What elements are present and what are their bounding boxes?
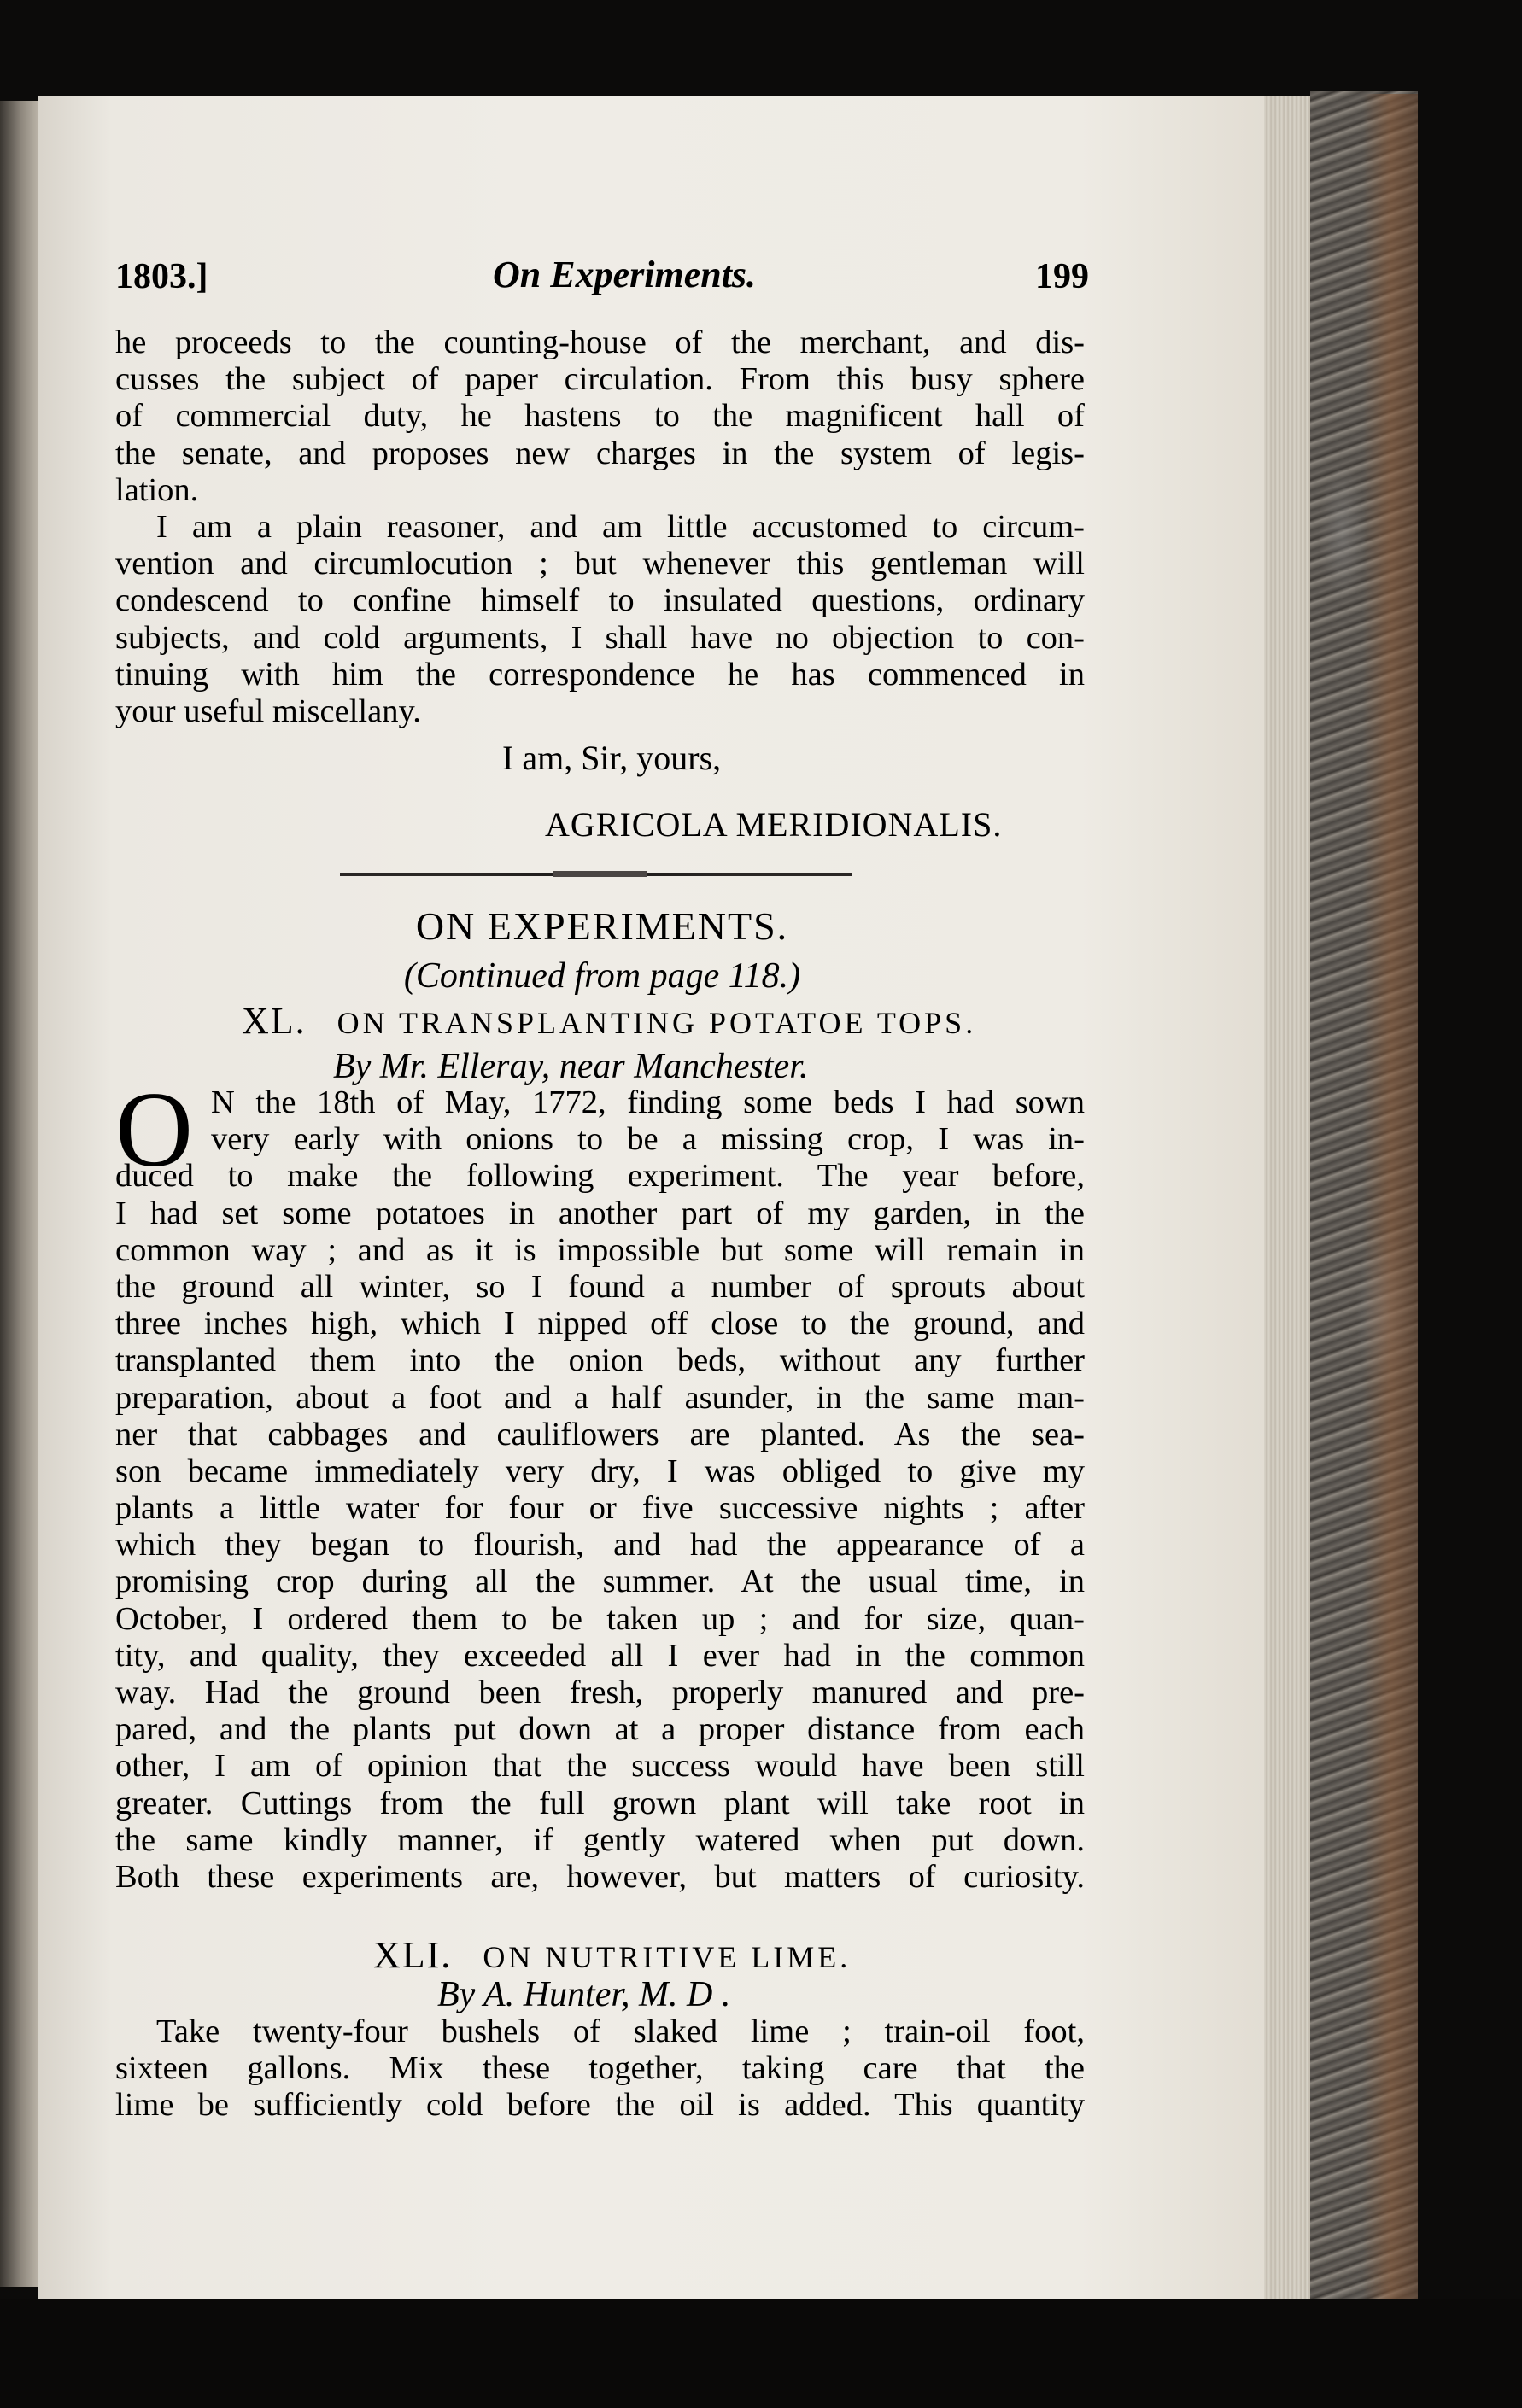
article-byline: By Mr. Elleray, near Manchester.: [333, 1047, 809, 1086]
letter-body: [115, 324, 1085, 730]
signature: AGRICOLA MERIDIONALIS.: [545, 805, 1003, 844]
leather-binding-edge: [1363, 94, 1418, 2309]
drop-cap: O: [115, 1071, 193, 1189]
text-line: lation.: [115, 471, 199, 508]
text-line: the senate, and proposes new charges in the system of legis-: [115, 435, 1085, 471]
text-line: your useful miscellany.: [115, 693, 421, 729]
text-line: the ground all winter, so I found a number of sprouts about: [115, 1268, 1085, 1305]
article-title: ON TRANSPLANTING POTATOE TOPS.: [337, 1006, 977, 1040]
text-line: other, I am of opinion that the success would have been still: [115, 1748, 1085, 1785]
text-line: preparation, about a foot and a half asunder, in the same man-: [115, 1379, 1085, 1416]
page-block-edge: [1264, 96, 1310, 2302]
section-title: ON EXPERIMENTS.: [415, 904, 789, 948]
text-line: I had set some potatoes in another part of my garden, in the: [115, 1195, 1085, 1231]
header-year: 1803.]: [115, 257, 208, 296]
text-line: plants a little water for four or five successive nights ; after: [115, 1490, 1085, 1527]
header-title: On Experiments.: [493, 254, 757, 295]
article-heading: [242, 999, 976, 1043]
article-heading: [373, 1933, 851, 1977]
article-body: [115, 1071, 1085, 1896]
text-line: October, I ordered them to be taken up ; and for size, quan-: [115, 1600, 1085, 1637]
article-number: XL.: [242, 1000, 307, 1042]
text-line: the same kindly manner, if gently watered when put down.: [115, 1821, 1085, 1858]
text-line: Take twenty-four bushels of slaked lime ; train-oil foot,: [156, 2013, 1085, 2049]
text-line: of commercial duty, he hastens to the magnificent hall of: [115, 398, 1085, 435]
text-line: way. Had the ground been fresh, properly manured and pre-: [115, 1674, 1085, 1710]
text-line: I am a plain reasoner, and am little accustomed to circum-: [156, 508, 1085, 545]
valediction: I am, Sir, yours,: [502, 739, 722, 777]
page-number: 199: [1035, 257, 1089, 296]
text-line: Both these experiments are, however, but matters of curiosity.: [115, 1858, 1085, 1895]
text-line: condescend to confine himself to insulated questions, ordinary: [115, 582, 1085, 619]
text-line: greater. Cuttings from the full grown plant will take root in: [115, 1785, 1085, 1821]
text-line: which they began to flourish, and had the appearance of a: [115, 1527, 1085, 1563]
text-line: sixteen gallons. Mix these together, taking care that the: [115, 2050, 1085, 2087]
text-line: subjects, and cold arguments, I shall have no objection to con-: [115, 619, 1085, 656]
article-body: [115, 2013, 1085, 2125]
text-line: son became immediately very dry, I was obliged to give my: [115, 1452, 1085, 1489]
text-line: very early with onions to be a missing crop, I was in-: [211, 1121, 1085, 1158]
text-line: N the 18th of May, 1772, finding some beds I had sown: [211, 1084, 1085, 1120]
text-line: cusses the subject of paper circulation. From this busy sphere: [115, 361, 1085, 398]
text-line: tity, and quality, they exceeded all I ever had in the common: [115, 1637, 1085, 1674]
article-number: XLI.: [373, 1934, 453, 1976]
text-line: pared, and the plants put down at a proper distance from each: [115, 1711, 1085, 1748]
text-line: common way ; and as it is impossible but some will remain in: [115, 1231, 1085, 1268]
article-byline: By A. Hunter, M. D .: [437, 1975, 731, 2014]
facing-page-edge: [0, 101, 38, 2287]
text-line: three inches high, which I nipped off close to the ground, and: [115, 1306, 1085, 1342]
text-line: he proceeds to the counting-house of the merchant, and dis-: [115, 324, 1085, 360]
text-line: lime be sufficiently cold before the oil is added. This quantity: [115, 2087, 1085, 2124]
background-shadow: [0, 2299, 1522, 2408]
continued-note: (Continued from page 118.): [403, 956, 801, 996]
text-line: vention and circumlocution ; but whenever this gentleman will: [115, 546, 1085, 582]
text-line: tinuing with him the correspondence he has commenced in: [115, 656, 1085, 693]
article-title: ON NUTRITIVE LIME.: [483, 1940, 852, 1974]
text-line: duced to make the following experiment. The year before,: [115, 1158, 1085, 1195]
text-line: transplanted them into the onion beds, without any further: [115, 1342, 1085, 1379]
text-line: ner that cabbages and cauliflowers are planted. As the sea-: [115, 1416, 1085, 1452]
running-header: [81, 248, 1089, 307]
text-line: promising crop during all the summer. At the usual time, in: [115, 1563, 1085, 1600]
section-divider: [340, 873, 852, 876]
